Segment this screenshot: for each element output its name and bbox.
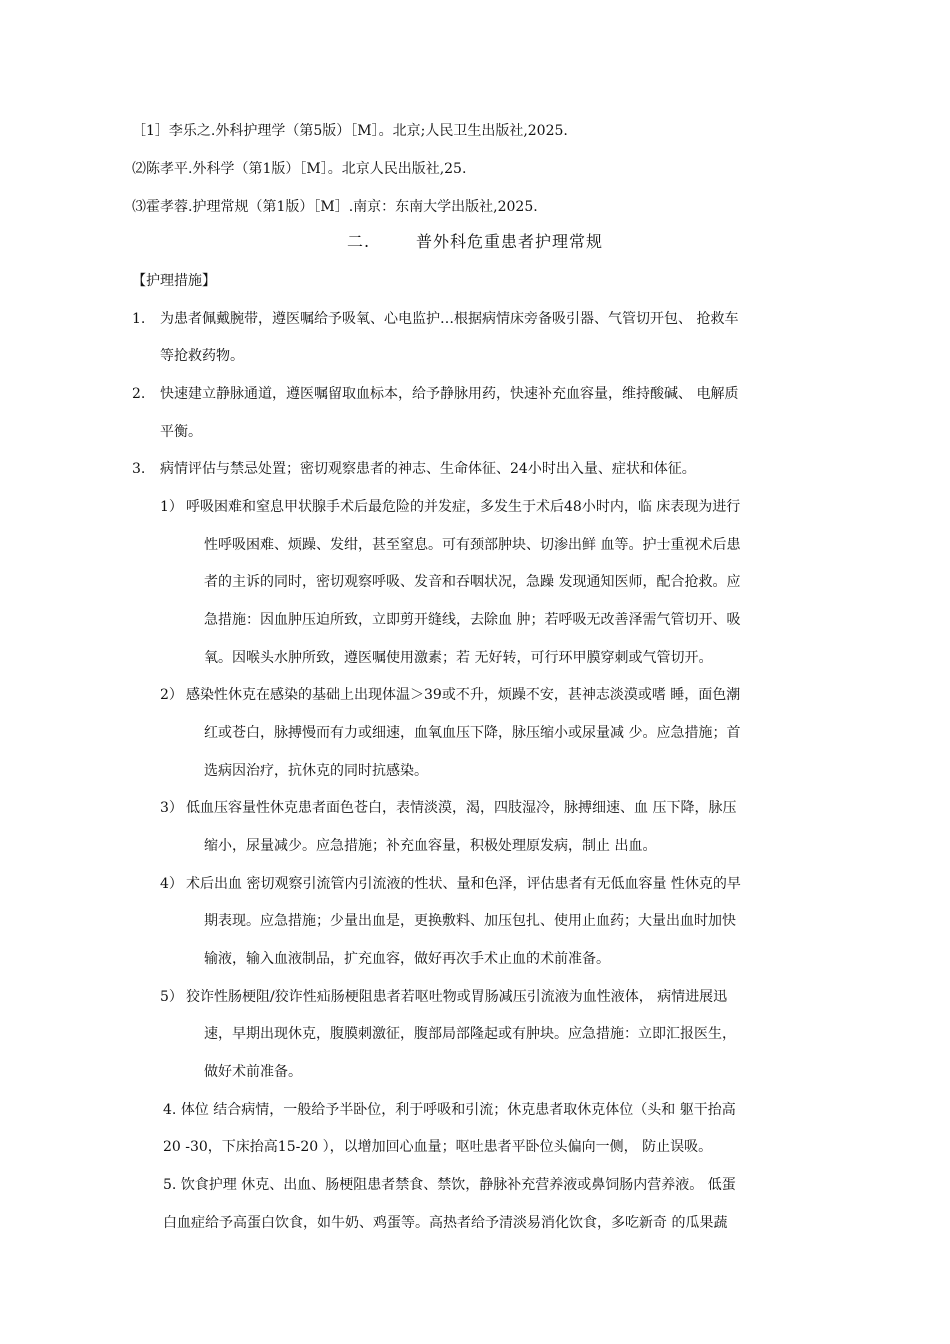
subitem-3-line-2: 缩小，尿量减少。应急措施；补充血容量，积极处理原发病，制止 出血。 (204, 838, 657, 854)
subitem-4-line-2: 期表现。应急措施；少量出血是，更换敷料、加压包扎、使用止血药；大量出血时加快 (204, 913, 736, 929)
subitem-2-line-3: 选病因治疗，抗休克的同时抗感染。 (204, 763, 428, 779)
subitem-number: 3） (160, 800, 183, 816)
section-title (0, 232, 950, 252)
subitem-3-line-1: 低血压容量性休克患者面色苍白，表情淡漠，渴，四肢湿冷，脉搏细速、血 压下降，脉压 (186, 800, 737, 816)
subitem-5-line-1: 狡诈性肠梗阻/狡诈性疝肠梗阻患者若呕吐物或胃肠减压引流液为血性液体， 病情进展迅 (186, 989, 728, 1005)
subitem-1-line-4: 急措施：因血肿压迫所致，立即剪开缝线，去除血 肿；若呼吸无改善泽需气管切开、吸 (204, 612, 741, 628)
item-3-line-1: 病情评估与禁忌处置；密切观察患者的神志、生命体征、24小时出入量、症状和体征。 (160, 461, 696, 477)
item-5-text: 饮食护理 休克、出血、肠梗阻患者禁食、禁饮，静脉补充营养液或鼻饲肠内营养液。 低蛋 (180, 1177, 736, 1193)
subitem-2-line-1: 感染性休克在感染的基础上出现体温＞39或不升，烦躁不安，甚神志淡漠或嗜 睡，面色潮 (186, 687, 741, 703)
item-1-line-1: 为患者佩戴腕带，遵医嘱给予吸氧、心电监护…根据病情床旁备吸引器、气管切开包、 抢救车 (160, 311, 739, 327)
reference-1: ［1］李乐之.外科护理学（第5版）［M］。北京;人民卫生出版社,2025. (132, 123, 568, 139)
subitem-number: 2） (160, 687, 183, 703)
item-4-line-2: 20 -30，下床抬高15-20 ），以增加回心血量；呕吐患者平卧位头偏向一侧， 防止误吸。 (163, 1139, 713, 1155)
item-number: 3. (132, 461, 146, 477)
item-number: 2. (132, 386, 146, 402)
subitem-number: 4） (160, 876, 183, 892)
item-1-line-2: 等抢救药物。 (160, 348, 244, 364)
subitem-number: 1） (160, 499, 183, 515)
subitem-2-line-2: 红或苍白，脉搏慢而有力或细速，血氧血压下降，脉压缩小或尿量减 少。应急措施；首 (204, 725, 741, 741)
subitem-5-line-3: 做好术前准备。 (204, 1064, 302, 1080)
section-number: 二. (346, 232, 371, 251)
item-2-line-1: 快速建立静脉通道，遵医嘱留取血标本，给予静脉用药，快速补充血容量，维持酸碱、 电解质 (160, 386, 739, 402)
item-number: 5. (163, 1177, 177, 1193)
subitem-4-line-3: 输液，输入血液制品，扩充血容，做好再次手术止血的术前准备。 (204, 951, 610, 967)
section-title-text: 普外科危重患者护理常规 (416, 232, 604, 251)
subitem-number: 5） (160, 989, 183, 1005)
item-number: 4. (163, 1102, 177, 1118)
subitem-1-line-2: 性呼吸困难、烦躁、发绀，甚至窒息。可有颈部肿块、切渗出鲜 血等。护士重视术后患 (204, 537, 741, 553)
item-4-text: 体位 结合病情，一般给予半卧位，利于呼吸和引流；休克患者取休克体位（头和 躯干抬高 (180, 1102, 736, 1118)
subitem-1-line-3: 者的主诉的同时，密切观察呼吸、发音和吞咽状况，急躁 发现通知医师，配合抢救。应 (204, 574, 741, 590)
subitem-4-line-1: 术后出血 密切观察引流管内引流液的性状、量和色泽，评估患者有无低血容量 性休克的早 (186, 876, 741, 892)
subitem-1-line-5: 氧。因喉头水肿所致，遵医嘱使用激素；若 无好转，可行环甲膜穿刺或气管切开。 (204, 650, 713, 666)
reference-2: ⑵陈孝平.外科学（第1版）［M］。北京人民出版社,25. (132, 161, 467, 177)
subitem-5-line-2: 速，早期出现休克，腹膜刺激征，腹部局部隆起或有肿块。应急措施：立即汇报医生， (204, 1026, 736, 1042)
item-5-line-2: 白血症给予高蛋白饮食，如牛奶、鸡蛋等。高热者给予清淡易消化饮食，多吃新奇 的瓜果蔬 (163, 1215, 728, 1231)
item-2-line-2: 平衡。 (160, 424, 202, 440)
reference-3: ⑶霍孝蓉.护理常规（第1版）［M］.南京：东南大学出版社,2025. (132, 199, 538, 215)
item-number: 1. (132, 311, 146, 327)
subitem-1-line-1: 呼吸困难和窒息甲状腺手术后最危险的并发症，多发生于术后48小时内，临 床表现为进行 (186, 499, 741, 515)
nursing-measures-heading: 【护理措施】 (132, 273, 216, 289)
item-4-line-1 (163, 1100, 736, 1120)
item-5-line-1 (163, 1175, 736, 1195)
